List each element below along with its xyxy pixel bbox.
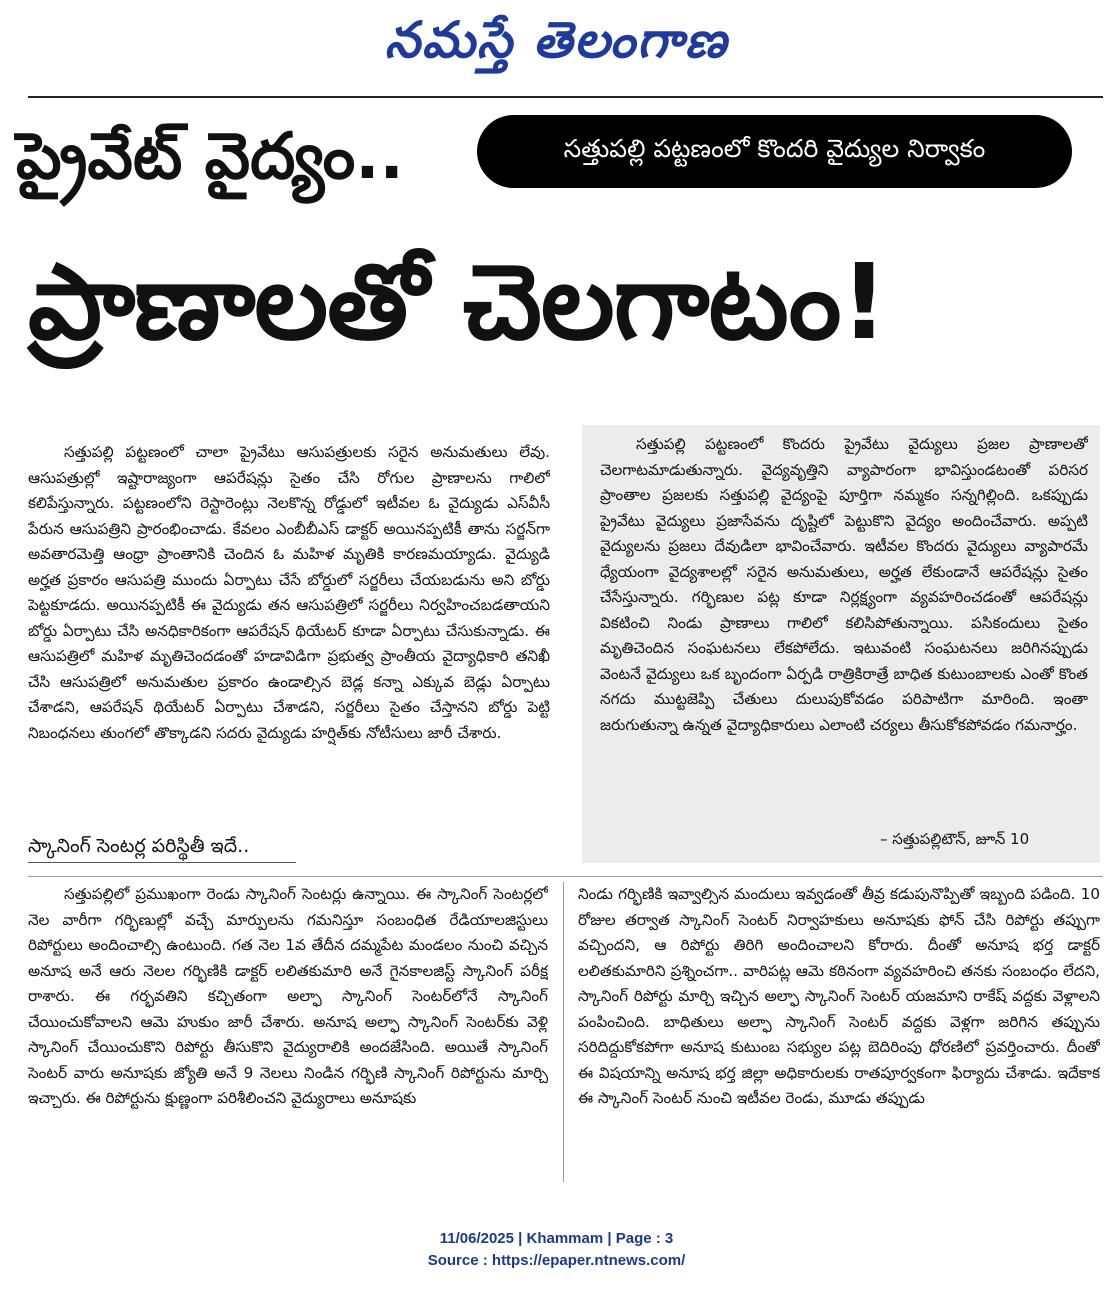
masthead-rule xyxy=(28,96,1103,98)
kicker-headline: ప్రైవేట్ వైద్యం.. xyxy=(16,120,404,194)
dateline: – సత్తుపల్లిటౌన్, జూన్ 10 xyxy=(880,830,1030,848)
section-subheading: స్కానింగ్ సెంటర్ల పరిస్థితీ ఇదే.. xyxy=(28,835,250,857)
page-footer xyxy=(0,1228,1113,1272)
subheadline-banner: సత్తుపల్లి పట్టణంలో కొందరి వైద్యుల నిర్వాకం xyxy=(477,115,1072,188)
paragraph: నిండు గర్భిణికి ఇవ్వాల్సిన మందులు ఇవ్వడంతో తీవ్ర కడుపునొప్పితో ఇబ్బంది పడింది. 10 రోజుల తర్వాత స్కానింగ్ సెంటర్ నిర్వాహకులు అనూషకు ఫోన్ చేసి రిపోర్టు తప్పుగా వచ్చిందని, ఆ రిపోర్టు తిరిగి అందించాలని కోరారు. దీంతో అనూష భర్త డాక్టర్ లలితకుమారిని ప్రశ్నించగా.. వారిపట్ల ఆమె కఠినంగా వ్యవహరించి తనకు సంబంధం లేదని, స్కానింగ్ రిపోర్టు మార్చి ఇచ్చిన అల్ఫా స్కానింగ్ సెంటర్ యజమాని రాకేష్ వద్దకు వెళ్లాలని పంపించింది. బాధితులు అల్ఫా స్కానింగ్ సెంటర్ వద్దకు వెళ్లగా జరిగిన తప్పును సరిదిద్దుకోకపోగా అనూష కుటుంబ సభ్యుల పట్ల బెదిరింపు ధోరణిలో ప్రవర్తించారు. దీంతో ఈ విషయాన్ని అనూష భర్త జిల్లా అధికారులకు రాతపూర్వకంగా ఫిర్యాదు చేశాడు. ఇదేకాక ఈ స్కానింగ్ సెంటర్ నుంచి ఇటీవల రెండు, మూడు తప్పుడు xyxy=(578,885,1100,1107)
article-column-left-top xyxy=(28,440,550,830)
paragraph: సత్తుపల్లి పట్టణంలో చాలా ప్రైవేటు ఆసుపత్రులకు సరైన అనుమతులు లేవు. ఆసుపత్రుల్లో ఇష్టారాజ్యంగా ఆపరేషన్లు సైతం చేసి రోగుల ప్రాణాలను గాలిలో కలిపేస్తున్నారు. పట్టణంలోని రెస్టారెంట్లు నెలకొన్న రోడ్డులో ఇటీవల ఓ వైద్యుడు ఎస్‌వీసీ పేరున ఆసుపత్రిని ప్రారంభించాడు. కేవలం ఎంబీబీఎస్ డాక్టర్ అయినప్పటికీ తాను సర్జన్‌గా అవతారమెత్తి ఆంధ్రా ప్రాంతానికి చెందిన ఓ మహిళ మృతికి కారణమయ్యాడు. వైద్యుడి అర్హత ప్రకారం ఆసుపత్రి ముందు ఏర్పాటు చేసే బోర్డులో సర్జరీలు చేయబడును అని బోర్డు పెట్టకూడదు. అయినప్పటికీ ఈ వైద్యుడు తన ఆసుపత్రిలో సర్జరీలు నిర్వహించబడతాయని బోర్డు ఏర్పాటు చేసి అనధికారికంగా ఆపరేషన్ థియేటర్ కూడా ఏర్పాటు చేసుకున్నాడు. ఈ ఆసుపత్రిలో మహిళ మృతిచెందడంతో హడావిడిగా ప్రభుత్వ ప్రాంతీయ వైద్యాధికారి తనిఖీ చేసి ఆసుపత్రిలో అనుమతుల ప్రకారం ఉండాల్సిన బెడ్ల కన్నా ఎక్కువ బెడ్లు ఏర్పాటు చేశాడని, ఆపరేషన్ థియేటర్ ఏర్పాటు చేశాడని, సర్జరీలు సైతం చేస్తానని బోర్డు పెట్టి నిబంధనలు తుంగలో తొక్కాడని సదరు వైద్యుడు హర్షిత్‌కు నోటీసులు జారీ చేశారు. xyxy=(28,443,550,742)
summary-box-text xyxy=(600,432,1088,822)
subheading-underline xyxy=(28,862,296,863)
article-column-right-bottom xyxy=(578,882,1100,1182)
masthead-logo: నమస్తే తెలంగాణ xyxy=(384,10,729,69)
paragraph: సత్తుపల్లిలో ప్రముఖంగా రెండు స్కానింగ్ సెంటర్లు ఉన్నాయి. ఈ స్కానింగ్ సెంటర్లలో నెల వారీగా గర్భిణుల్లో వచ్చే మార్పులను గమనిస్తూ సంబంధిత రేడియాలజిస్టులు రిపోర్టులు అందించాల్సి ఉంటుంది. గత నెల 1వ తేదీన దమ్మపేట మండలం నుంచి వచ్చిన అనూష అనే ఆరు నెలల గర్భిణికి డాక్టర్ లలితకుమారి అనే గైనకాలజిస్ట్ స్కానింగ్ పరీక్ష రాశారు. ఈ గర్భవతిని కచ్చితంగా అల్ఫా స్కానింగ్ సెంటర్‌లోనే స్కానింగ్ చేయించుకోవాలని ఆమె హుకుం జారీ చేశారు. అనూష అల్ఫా స్కానింగ్ సెంటర్‌కు వెళ్లి స్కానింగ్ చేయించుకొని రిపోర్టు తీసుకొని వైద్యురాలికి అందజేసింది. అయితే స్కానింగ్ సెంటర్ వారు అనూషకు జ్యోతి అనే 9 నెలలు నిండిన గర్భిణి స్కానింగ్ రిపోర్టును మార్చి ఇచ్చారు. ఈ రిపోర్టును క్షుణ్ణంగా పరిశీలించని వైద్యురాలు అనూషకు xyxy=(28,885,548,1107)
footer-edition-info: 11/06/2025 | Khammam | Page : 3 xyxy=(439,1230,674,1247)
section-divider xyxy=(28,876,1103,877)
column-divider xyxy=(563,882,564,1182)
paragraph: సత్తుపల్లి పట్టణంలో కొందరు ప్రైవేటు వైద్యులు ప్రజల ప్రాణాలతో చెలగాటమాడుతున్నారు. వైద్యవృత్తిని వ్యాపారంగా భావిస్తుండటంతో పరిసర ప్రాంతాల ప్రజలకు సత్తుపల్లి వైద్యంపై పూర్తిగా నమ్మకం సన్నగిల్లింది. ఒకప్పుడు ప్రైవేటు వైద్యులు ప్రజాసేవను దృష్టిలో పెట్టుకొని వైద్యం అందించేవారు. అప్పటి వైద్యులను ప్రజలు దేవుడిలా భావించేవారు. ఇటీవల కొందరు వైద్యులు వ్యాపారమే ధ్యేయంగా వైద్యశాలల్లో సరైన అనుమతులు, అర్హత లేకుండానే ఆపరేషన్లు సైతం చేసేస్తున్నారు. గర్భిణుల పట్ల కూడా నిర్లక్ష్యంగా వ్యవహరించడంతో ఆపరేషన్లు వికటించి నిండు ప్రాణాలు గాలిలో కలిసిపోతున్నాయి. పసికందులు సైతం మృతిచెందిన సంఘటనలు లేకపోలేదు. ఇటువంటి సంఘటనలు జరిగినప్పుడు వెంటనే వైద్యులు ఒక బృందంగా ఏర్పడి రాత్రికిరాత్రే బాధిత కుటుంబాలకు ఎంతో కొంత నగదు ముట్టజెప్పి చేతులు దులుపుకోవడం పరిపాటిగా మారింది. ఇంతా జరుగుతున్నా ఉన్నత వైద్యాధికారులు ఎలాంటి చర్యలు తీసుకోకపోవడం గమనార్హం. xyxy=(600,435,1088,734)
footer-source-link[interactable]: Source : https://epaper.ntnews.com/ xyxy=(427,1252,686,1269)
article-column-left-bottom xyxy=(28,882,548,1182)
main-headline: ప్రాణాలతో చెలగాటం! xyxy=(28,241,887,363)
